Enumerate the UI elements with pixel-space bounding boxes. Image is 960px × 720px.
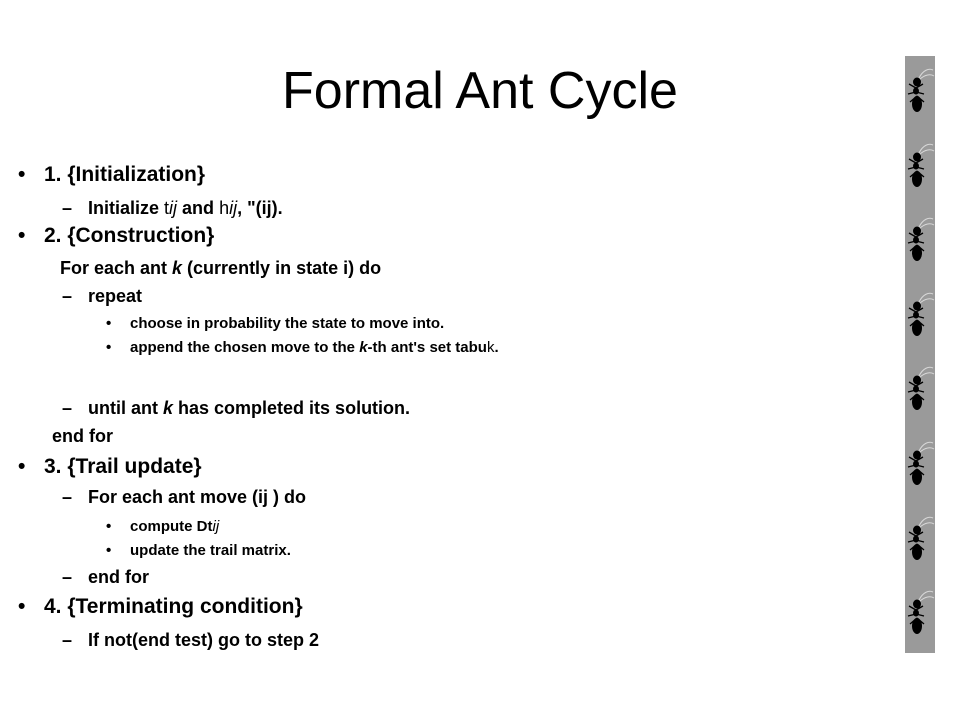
text: k bbox=[359, 339, 368, 356]
text: update the trail matrix. bbox=[130, 542, 291, 559]
ant-icon bbox=[905, 211, 935, 269]
bullet: • bbox=[18, 224, 26, 247]
repeat bbox=[62, 286, 143, 307]
step-1-label: 1. {Initialization} bbox=[44, 163, 206, 186]
dash: – bbox=[62, 198, 73, 218]
text: -th ant's set tabu bbox=[367, 339, 487, 356]
text: h bbox=[219, 198, 230, 218]
text: Initialize bbox=[88, 198, 165, 218]
text: and bbox=[177, 198, 220, 218]
bullet: • bbox=[106, 339, 112, 356]
text: until ant bbox=[88, 398, 163, 418]
ant-decoration-strip bbox=[905, 56, 935, 653]
dash: – bbox=[62, 567, 73, 587]
ant-icon bbox=[905, 286, 935, 344]
until-ant bbox=[62, 398, 411, 419]
compute-delta bbox=[106, 518, 220, 535]
update-trail bbox=[106, 542, 291, 559]
if-not-end-test bbox=[62, 630, 319, 651]
dash: – bbox=[62, 487, 73, 507]
step-1-initialize bbox=[62, 198, 283, 219]
ant-icon bbox=[905, 360, 935, 418]
append-move bbox=[106, 339, 499, 356]
step-3 bbox=[18, 455, 202, 479]
text: (currently in state i) do bbox=[182, 258, 382, 278]
dash: – bbox=[62, 286, 73, 306]
ant-icon bbox=[905, 510, 935, 568]
end-for: end for bbox=[52, 426, 113, 446]
text: choose in probability the state to move into. bbox=[130, 315, 445, 332]
trail-for-each bbox=[62, 487, 307, 508]
text: For each ant move (ij ) do bbox=[88, 487, 307, 507]
step-4 bbox=[18, 595, 303, 619]
step-2 bbox=[18, 224, 215, 248]
dash: – bbox=[62, 398, 73, 418]
text: append the chosen move to the bbox=[130, 339, 360, 356]
text: k bbox=[163, 398, 174, 418]
text: ij bbox=[212, 518, 220, 535]
text: For each ant bbox=[60, 258, 173, 278]
for-each-ant bbox=[60, 258, 381, 279]
ant-icon bbox=[905, 137, 935, 195]
bullet: • bbox=[18, 595, 26, 618]
bullet: • bbox=[106, 518, 112, 535]
text: compute Dt bbox=[130, 518, 213, 535]
text: k bbox=[486, 339, 495, 356]
step-1 bbox=[18, 163, 206, 187]
bullet: • bbox=[18, 455, 26, 478]
text: ij bbox=[229, 198, 238, 218]
step-3-label: 3. {Trail update} bbox=[44, 455, 202, 478]
end-for-2 bbox=[62, 567, 149, 588]
dash: – bbox=[62, 630, 73, 650]
bullet: • bbox=[106, 315, 112, 332]
bullet: • bbox=[106, 542, 112, 559]
step-4-label: 4. {Terminating condition} bbox=[44, 595, 303, 618]
choose-state bbox=[106, 315, 445, 332]
text: k bbox=[172, 258, 183, 278]
text: . bbox=[494, 339, 499, 356]
text: repeat bbox=[88, 286, 143, 306]
bullet: • bbox=[18, 163, 26, 186]
text: If not(end test) go to step 2 bbox=[88, 630, 319, 650]
text: , "(ij). bbox=[237, 198, 283, 218]
step-2-label: 2. {Construction} bbox=[44, 224, 215, 247]
text: has completed its solution. bbox=[173, 398, 411, 418]
text: ij bbox=[169, 198, 178, 218]
ant-icon bbox=[905, 435, 935, 493]
ant-icon bbox=[905, 584, 935, 642]
text: t bbox=[164, 198, 170, 218]
ant-icon bbox=[905, 62, 935, 120]
slide-title: Formal Ant Cycle bbox=[282, 62, 678, 120]
text: end for bbox=[88, 567, 149, 587]
